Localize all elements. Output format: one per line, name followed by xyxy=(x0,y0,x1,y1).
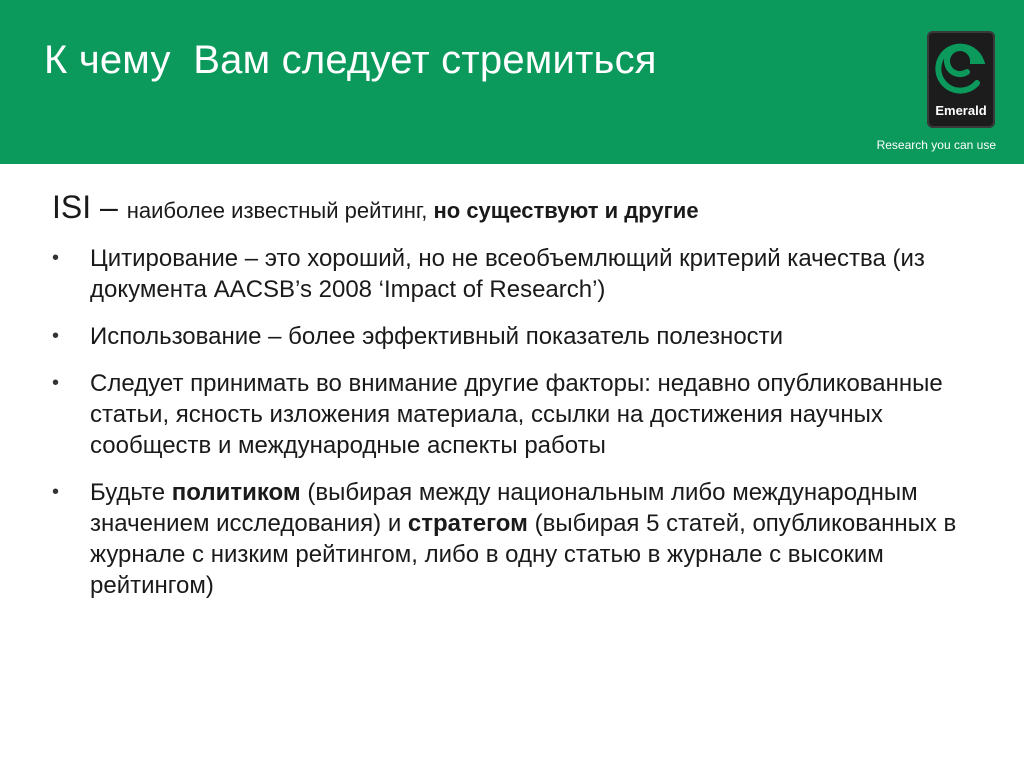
spiral-icon xyxy=(933,37,989,99)
bullet-bold-term: политиком xyxy=(171,479,301,507)
bullet-text-part: (выбирая между национальным либо международным значением исследования) и xyxy=(90,479,918,538)
bullet-icon: • xyxy=(52,372,60,395)
lead-isi: ISI – xyxy=(52,189,127,225)
bullet-icon: • xyxy=(52,481,60,504)
bullet-text: Цитирование – это хороший, но не всеобъемлющий критерий качества (из документа AACSB’s 2008 ‘Impact of Research’) xyxy=(90,245,925,304)
bullet-icon: • xyxy=(52,247,60,270)
lead-text: наиболее известный рейтинг, xyxy=(126,198,434,223)
lead-bold-text: но существуют и другие xyxy=(433,198,699,223)
emerald-logo xyxy=(927,31,995,128)
bullet-item xyxy=(52,321,982,352)
bullet-bold-term: стратегом xyxy=(407,510,528,538)
bullet-list xyxy=(52,243,982,601)
bullet-text-part: Будьте xyxy=(90,479,172,507)
logo-text: Emerald xyxy=(935,103,987,118)
lead-line xyxy=(52,190,982,225)
bullet-item xyxy=(52,243,982,305)
slide-content xyxy=(52,190,982,617)
slide-title: К чему Вам следует стремиться xyxy=(44,38,657,82)
bullet-text: Использование – более эффективный показатель полезности xyxy=(90,323,784,351)
bullet-icon: • xyxy=(52,325,60,348)
tagline: Research you can use xyxy=(876,138,996,152)
bullet-item xyxy=(52,368,982,461)
bullet-text-part: (выбирая 5 статей, опубликованных в журнале с низким рейтингом, либо в одну статью в журнале с высоким рейтингом) xyxy=(90,510,957,600)
bullet-item xyxy=(52,477,982,601)
header-bar xyxy=(0,0,1024,164)
bullet-text: Следует принимать во внимание другие факторы: недавно опубликованные статьи, ясность изложения материала, ссылки на достижения научных сообществ и международные аспекты работы xyxy=(90,370,943,460)
